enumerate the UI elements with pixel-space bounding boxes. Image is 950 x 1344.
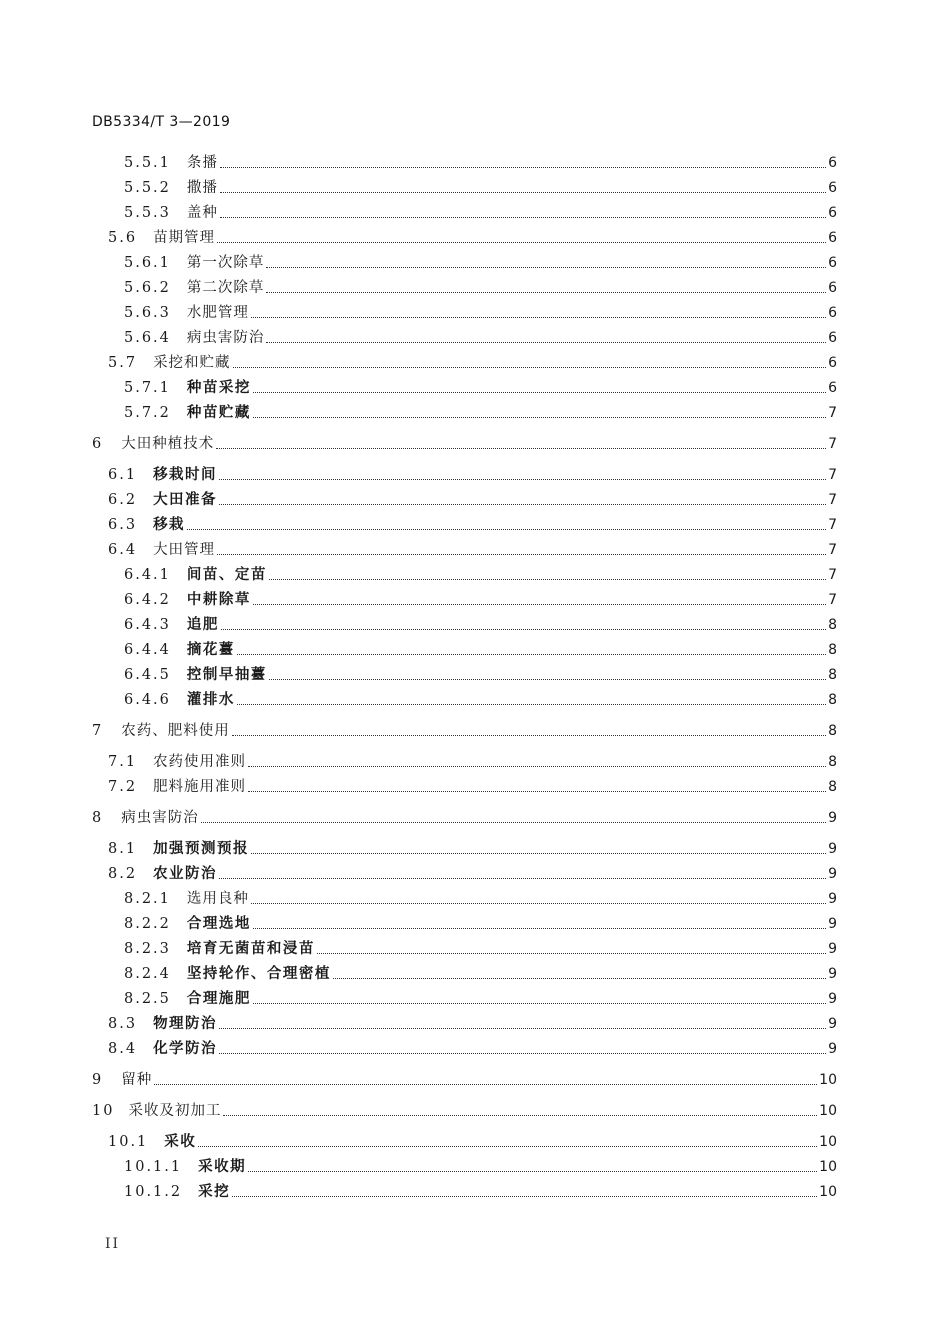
toc-entry[interactable] [124,988,837,1010]
toc-entry[interactable] [108,464,837,486]
toc-entry[interactable] [124,327,837,349]
toc-entry-title: 大田种植技术 [121,436,215,452]
dot-leader [217,554,826,555]
toc-entry-page: 6 [828,330,837,346]
toc-entry-number: 7.1 [108,754,138,770]
dot-leader [266,292,826,293]
toc-entry-number: 5.6.1 [124,255,171,271]
dot-leader [269,579,826,580]
toc-entry-page: 8 [828,723,837,739]
dot-leader [187,529,826,530]
toc-entry-number: 6.4.5 [124,667,171,683]
toc-entry-page: 6 [828,205,837,221]
toc-entry-title: 大田管理 [153,542,216,558]
toc-entry-page: 8 [828,779,837,795]
toc-entry-page: 8 [828,692,837,708]
toc-entry-title: 追肥 [186,617,219,633]
toc-entry[interactable] [108,227,837,249]
toc-entry-page: 8 [828,667,837,683]
toc-entry-title: 第二次除草 [186,280,265,296]
dot-leader [232,1196,817,1197]
toc-entry[interactable] [124,202,837,224]
toc-entry[interactable] [108,863,837,885]
toc-entry[interactable] [124,277,837,299]
toc-entry[interactable] [124,177,837,199]
toc-entry-page: 6 [828,305,837,321]
toc-entry-title: 灌排水 [186,692,235,708]
dot-leader [253,928,826,929]
toc-entry-title: 农药、肥料使用 [121,723,230,739]
dot-leader [221,629,826,630]
toc-entry-title: 采收及初加工 [128,1103,222,1119]
dot-leader [233,367,827,368]
toc-entry-number: 8 [92,810,104,826]
toc-entry[interactable] [92,807,837,829]
toc-entry-number: 8.2 [108,866,138,882]
toc-entry-page: 7 [828,436,837,452]
dot-leader [251,317,826,318]
toc-entry-page: 7 [828,467,837,483]
toc-entry-number: 7 [92,723,104,739]
toc-entry-page: 9 [828,891,837,907]
dot-leader [251,903,826,904]
toc-entry-title: 选用良种 [186,891,249,907]
dot-leader [251,853,826,854]
dot-leader [253,1003,826,1004]
toc-entry-title: 化学防治 [153,1041,218,1057]
toc-entry-number: 6.4.1 [124,567,171,583]
toc-entry-number: 5.7.1 [124,380,171,396]
toc-entry-number: 6.4.4 [124,642,171,658]
dot-leader [232,735,826,736]
toc-entry[interactable] [108,1131,837,1153]
toc-entry-page: 7 [828,517,837,533]
toc-entry[interactable] [108,352,837,374]
toc-entry-title: 苗期管理 [153,230,216,246]
toc-entry[interactable] [124,564,837,586]
toc-entry-title: 中耕除草 [186,592,251,608]
page-number: II [105,1236,121,1252]
toc-entry[interactable] [92,433,837,455]
toc-entry-title: 病虫害防治 [121,810,199,826]
toc-entry-page: 6 [828,230,837,246]
dot-leader [248,1171,817,1172]
toc-entry-page: 6 [828,280,837,296]
toc-entry-title: 盖种 [186,205,218,221]
toc-entry-page: 8 [828,754,837,770]
toc-entry-page: 9 [828,916,837,932]
dot-leader [198,1146,817,1147]
toc-entry-title: 摘花薹 [186,642,235,658]
toc-entry-number: 6.3 [108,517,138,533]
toc-entry-number: 8.2.2 [124,916,171,932]
toc-entry[interactable] [124,963,837,985]
toc-entry-number: 5.5.3 [124,205,171,221]
dot-leader [317,953,826,954]
toc-entry-number: 6.1 [108,467,138,483]
dot-leader [220,192,826,193]
toc-entry[interactable] [124,252,837,274]
toc-entry-page: 7 [828,492,837,508]
dot-leader [219,1028,826,1029]
dot-leader [269,679,826,680]
toc-entry-page: 7 [828,405,837,421]
toc-entry[interactable] [124,152,837,174]
dot-leader [217,242,826,243]
toc-entry[interactable] [124,589,837,611]
toc-entry-title: 采挖和贮藏 [153,355,231,371]
dot-leader [220,167,826,168]
dot-leader [220,217,826,218]
toc-entry-number: 8.2.4 [124,966,171,982]
dot-leader [237,704,826,705]
toc-entry-title: 条播 [186,155,218,171]
toc-entry-page: 9 [828,966,837,982]
toc-entry-number: 5.6.2 [124,280,171,296]
toc-entry-page: 8 [828,617,837,633]
toc-entry-page: 10 [819,1103,837,1119]
toc-entry-number: 5.5.1 [124,155,171,171]
dot-leader [216,448,826,449]
toc-entry-page: 7 [828,592,837,608]
toc-entry-title: 加强预测预报 [153,841,250,857]
toc-entry-title: 移栽时间 [153,467,218,483]
toc-entry-number: 6.4.2 [124,592,171,608]
toc-entry-title: 大田准备 [153,492,218,508]
toc-entry-number: 8.1 [108,841,138,857]
dot-leader [154,1084,817,1085]
toc-entry[interactable] [124,302,837,324]
dot-leader [219,1053,826,1054]
toc-entry-page: 9 [828,941,837,957]
toc-entry-title: 间苗、定苗 [186,567,267,583]
toc-entry-number: 8.3 [108,1016,138,1032]
toc-entry-number: 6.4.3 [124,617,171,633]
toc-entry[interactable] [124,614,837,636]
toc-entry[interactable] [124,639,837,661]
toc-entry-number: 6.2 [108,492,138,508]
toc-entry-title: 种苗采挖 [186,380,251,396]
toc-entry-number: 8.2.3 [124,941,171,957]
toc-entry-page: 6 [828,180,837,196]
toc-entry-number: 6 [92,436,104,452]
toc-entry-page: 9 [828,991,837,1007]
toc-entry-title: 农药使用准则 [153,754,247,770]
toc-entry-number: 5.6.3 [124,305,171,321]
toc-entry-title: 撒播 [186,180,218,196]
toc-entry-number: 8.2.1 [124,891,171,907]
toc-entry-page: 9 [828,810,837,826]
toc-entry-title: 合理选地 [186,916,251,932]
toc-entry-page: 9 [828,866,837,882]
dot-leader [253,604,826,605]
dot-leader [237,654,826,655]
document-code: DB5334/T 3—2019 [92,114,231,130]
toc-entry-page: 10 [819,1159,837,1175]
toc-entry-number: 5.6.4 [124,330,171,346]
toc-entry-title: 留种 [121,1072,153,1088]
dot-leader [333,978,826,979]
toc-entry-page: 8 [828,642,837,658]
toc-entry[interactable] [92,1069,837,1091]
toc-entry-title: 坚持轮作、合理密植 [186,966,331,982]
toc-entry-page: 6 [828,155,837,171]
toc-entry[interactable] [108,776,837,798]
toc-entry-title: 种苗贮藏 [186,405,251,421]
toc-entry-page: 9 [828,1016,837,1032]
toc-entry-page: 10 [819,1134,837,1150]
toc-entry[interactable] [124,938,837,960]
toc-entry[interactable] [124,664,837,686]
toc-entry-number: 5.7 [108,355,138,371]
toc-entry[interactable] [108,1013,837,1035]
toc-entry-page: 6 [828,380,837,396]
dot-leader [253,392,826,393]
toc-entry-number: 6.4.6 [124,692,171,708]
dot-leader [223,1115,817,1116]
dot-leader [201,822,826,823]
toc-entry-title: 第一次除草 [186,255,265,271]
toc-entry-title: 采挖 [198,1184,231,1200]
toc-entry[interactable] [92,1100,837,1122]
toc-entry[interactable] [124,913,837,935]
toc-entry-title: 物理防治 [153,1016,218,1032]
dot-leader [266,342,826,343]
toc-entry-number: 5.5.2 [124,180,171,196]
toc-entry-number: 8.2.5 [124,991,171,1007]
toc-entry-title: 水肥管理 [186,305,249,321]
toc-entry[interactable] [108,1038,837,1060]
toc-entry[interactable] [124,689,837,711]
toc-entry-title: 采收期 [198,1159,247,1175]
toc-entry-page: 10 [819,1184,837,1200]
toc-entry[interactable] [124,1156,837,1178]
toc-entry-number: 8.4 [108,1041,138,1057]
toc-entry[interactable] [124,1181,837,1203]
toc-entry-title: 移栽 [153,517,186,533]
toc-entry[interactable] [108,751,837,773]
dot-leader [219,878,826,879]
dot-leader [219,479,826,480]
toc-entry-page: 6 [828,355,837,371]
toc-entry-title: 控制早抽薹 [186,667,267,683]
toc-entry-number: 9 [92,1072,104,1088]
dot-leader [266,267,826,268]
toc-entry-title: 病虫害防治 [186,330,265,346]
toc-entry-number: 5.6 [108,230,138,246]
toc-entry-title: 农业防治 [153,866,218,882]
toc-entry-number: 10 [92,1103,115,1119]
toc-entry-page: 7 [828,567,837,583]
toc-entry-number: 7.2 [108,779,138,795]
toc-entry[interactable] [92,720,837,742]
toc-entry-page: 9 [828,841,837,857]
toc-entry-title: 采收 [164,1134,197,1150]
toc-entry-number: 5.7.2 [124,405,171,421]
dot-leader [219,504,826,505]
toc-entry[interactable] [108,514,837,536]
toc-entry-page: 6 [828,255,837,271]
toc-entry-title: 合理施肥 [186,991,251,1007]
toc-entry-page: 10 [819,1072,837,1088]
dot-leader [253,417,826,418]
toc-entry-number: 10.1.2 [124,1184,183,1200]
toc-entry[interactable] [108,489,837,511]
toc-entry-number: 10.1 [108,1134,149,1150]
toc-entry-page: 9 [828,1041,837,1057]
toc-entry-title: 肥料施用准则 [153,779,247,795]
toc-entry[interactable] [124,402,837,424]
toc-entry-number: 6.4 [108,542,138,558]
toc-entry[interactable] [108,838,837,860]
toc-entry-number: 10.1.1 [124,1159,183,1175]
toc-entry[interactable] [124,377,837,399]
toc-entry-title: 培育无菌苗和浸苗 [186,941,315,957]
toc-entry-page: 7 [828,542,837,558]
dot-leader [248,766,826,767]
toc-entry[interactable] [108,539,837,561]
dot-leader [248,791,826,792]
toc-entry[interactable] [124,888,837,910]
